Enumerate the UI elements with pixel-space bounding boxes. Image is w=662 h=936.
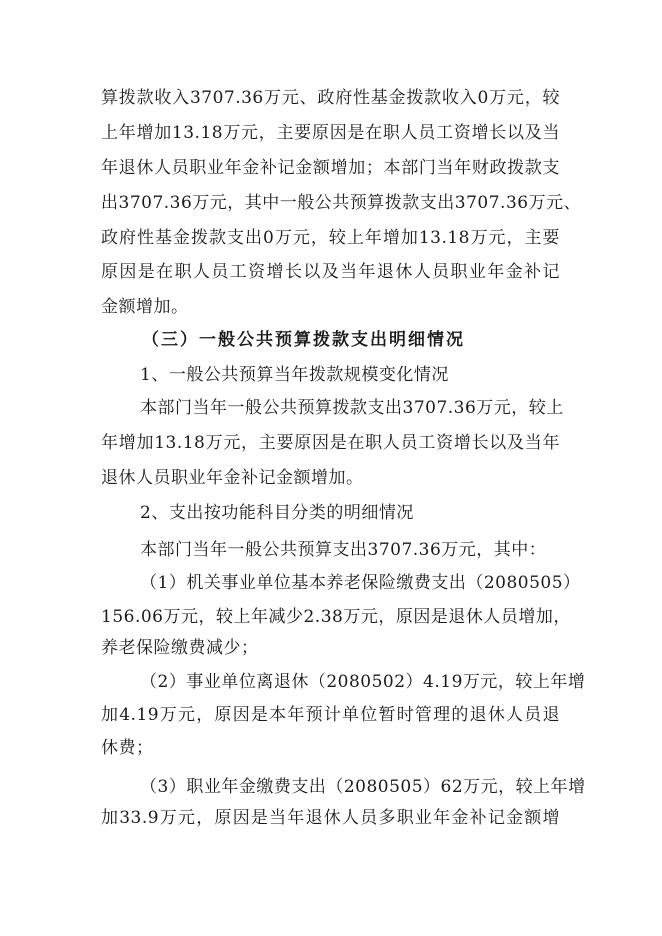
subsection-heading: 2、支出按功能科目分类的明细情况 bbox=[140, 503, 414, 523]
paragraph-line: 年退休人员职业年金补记金额增加；本部门当年财政拨款支 bbox=[101, 158, 560, 178]
paragraph-line: 上年增加13.18万元，主要原因是在职人员工资增长以及当 bbox=[101, 123, 560, 143]
paragraph-line: 政府性基金拨款支出0万元，较上年增加13.18万元，主要 bbox=[101, 228, 560, 248]
paragraph-line: 本部门当年一般公共预算拨款支出3707.36万元，较上 bbox=[140, 398, 564, 418]
list-item-line: 加33.9万元，原因是当年退休人员多职业年金补记金额增 bbox=[101, 808, 560, 828]
subsection-heading: 1、一般公共预算当年拨款规模变化情况 bbox=[140, 365, 449, 385]
paragraph-line: 金额增加。 bbox=[101, 297, 189, 317]
paragraph-line: 原因是在职人员工资增长以及当年退休人员职业年金补记 bbox=[101, 262, 560, 282]
list-item-line: 休费； bbox=[101, 738, 154, 758]
list-item-line: 156.06万元，较上年减少2.38万元，原因是退休人员增加， bbox=[101, 607, 571, 627]
section-heading: （三）一般公共预算拨款支出明细情况 bbox=[142, 330, 465, 350]
list-item-line: （3）职业年金缴费支出（2080505）62万元，较上年增 bbox=[140, 777, 586, 797]
list-item-line: （1）机关事业单位基本养老保险缴费支出（2080505） bbox=[140, 573, 581, 593]
paragraph-line: 算拨款收入3707.36万元、政府性基金拨款收入0万元，较 bbox=[101, 88, 560, 108]
list-item-line: （2）事业单位离退休（2080502）4.19万元，较上年增 bbox=[140, 672, 586, 692]
paragraph-line: 退休人员职业年金补记金额增加。 bbox=[101, 468, 364, 488]
list-item-line: 养老保险缴费减少； bbox=[101, 638, 259, 658]
paragraph-line: 出3707.36万元，其中一般公共预算拨款支出3707.36万元、 bbox=[101, 193, 582, 213]
paragraph-line: 年增加13.18万元，主要原因是在职人员工资增长以及当年 bbox=[101, 433, 560, 453]
list-item-line: 加4.19万元，原因是本年预计单位暂时管理的退休人员退 bbox=[101, 705, 560, 725]
paragraph-line: 本部门当年一般公共预算支出3707.36万元，其中： bbox=[140, 540, 547, 560]
